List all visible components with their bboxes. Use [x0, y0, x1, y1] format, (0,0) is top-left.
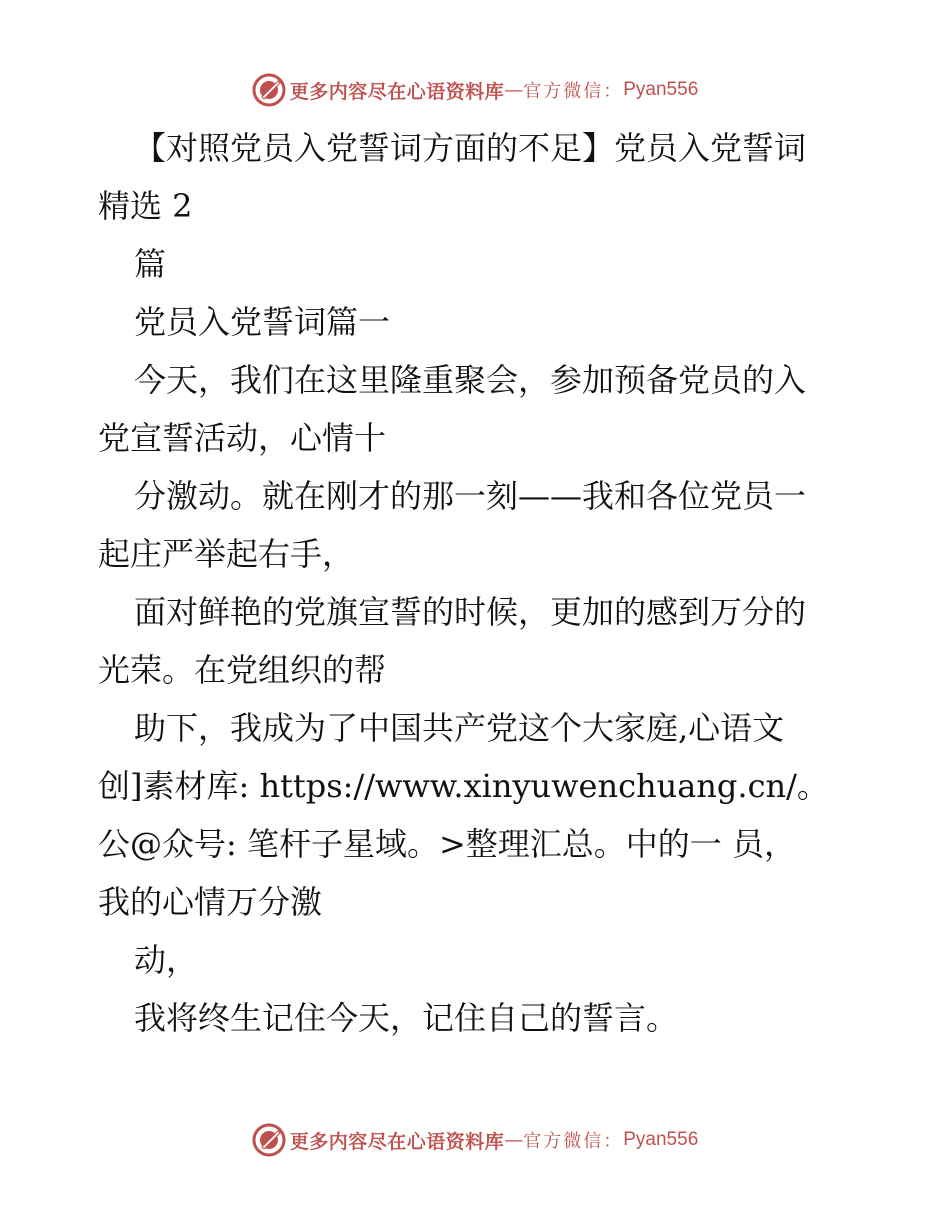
footer-banner: [0, 1120, 950, 1160]
separator-dash: —: [504, 1129, 524, 1151]
pen-logo-icon: [252, 1123, 286, 1157]
wechat-label: 官方微信：: [523, 81, 624, 102]
wechat-label: 官方微信：: [523, 1131, 624, 1152]
site-name: 更多内容尽在心语资料库: [289, 1130, 505, 1153]
paragraph-line: 助下，我成为了中国共产党这个大家庭,心语文: [134, 709, 785, 747]
header-banner: [0, 70, 950, 110]
paragraph-line: 公@众号: 笔杆子星域。>整理汇总。中的一 员，: [98, 825, 796, 863]
paragraph-line: 我将终生记住今天，记住自己的誓言。: [134, 999, 679, 1037]
document-title-line-2: 精选 2: [98, 187, 193, 225]
document-title-line-1: 【对照党员入党誓词方面的不足】党员入党誓词: [134, 129, 807, 167]
document-title-line-3: 篇: [134, 245, 167, 283]
paragraph-line: 光荣。在党组织的帮: [98, 651, 387, 689]
pen-logo-icon: [252, 73, 286, 107]
wechat-id: Pyan556: [623, 1129, 699, 1150]
separator-dash: —: [504, 79, 524, 101]
paragraph-line: 分激动。就在刚才的那一刻——我和各位党员一: [134, 477, 807, 515]
paragraph-line: 创]素材库: https://www.xinyuwenchuang.cn/。: [98, 767, 829, 805]
paragraph-line: 我的心情万分激: [98, 883, 323, 921]
paragraph-line: 今天，我们在这里隆重聚会，参加预备党员的入: [134, 361, 807, 399]
site-name: 更多内容尽在心语资料库: [289, 80, 505, 103]
section-heading: 党员入党誓词篇一: [134, 303, 391, 341]
paragraph-line: 党宣誓活动，心情十: [98, 419, 387, 457]
paragraph-line: 面对鲜艳的党旗宣誓的时候，更加的感到万分的: [134, 593, 807, 631]
paragraph-line: 动，: [134, 941, 199, 979]
paragraph-line: 起庄严举起右手，: [98, 535, 355, 573]
wechat-id: Pyan556: [623, 79, 699, 100]
